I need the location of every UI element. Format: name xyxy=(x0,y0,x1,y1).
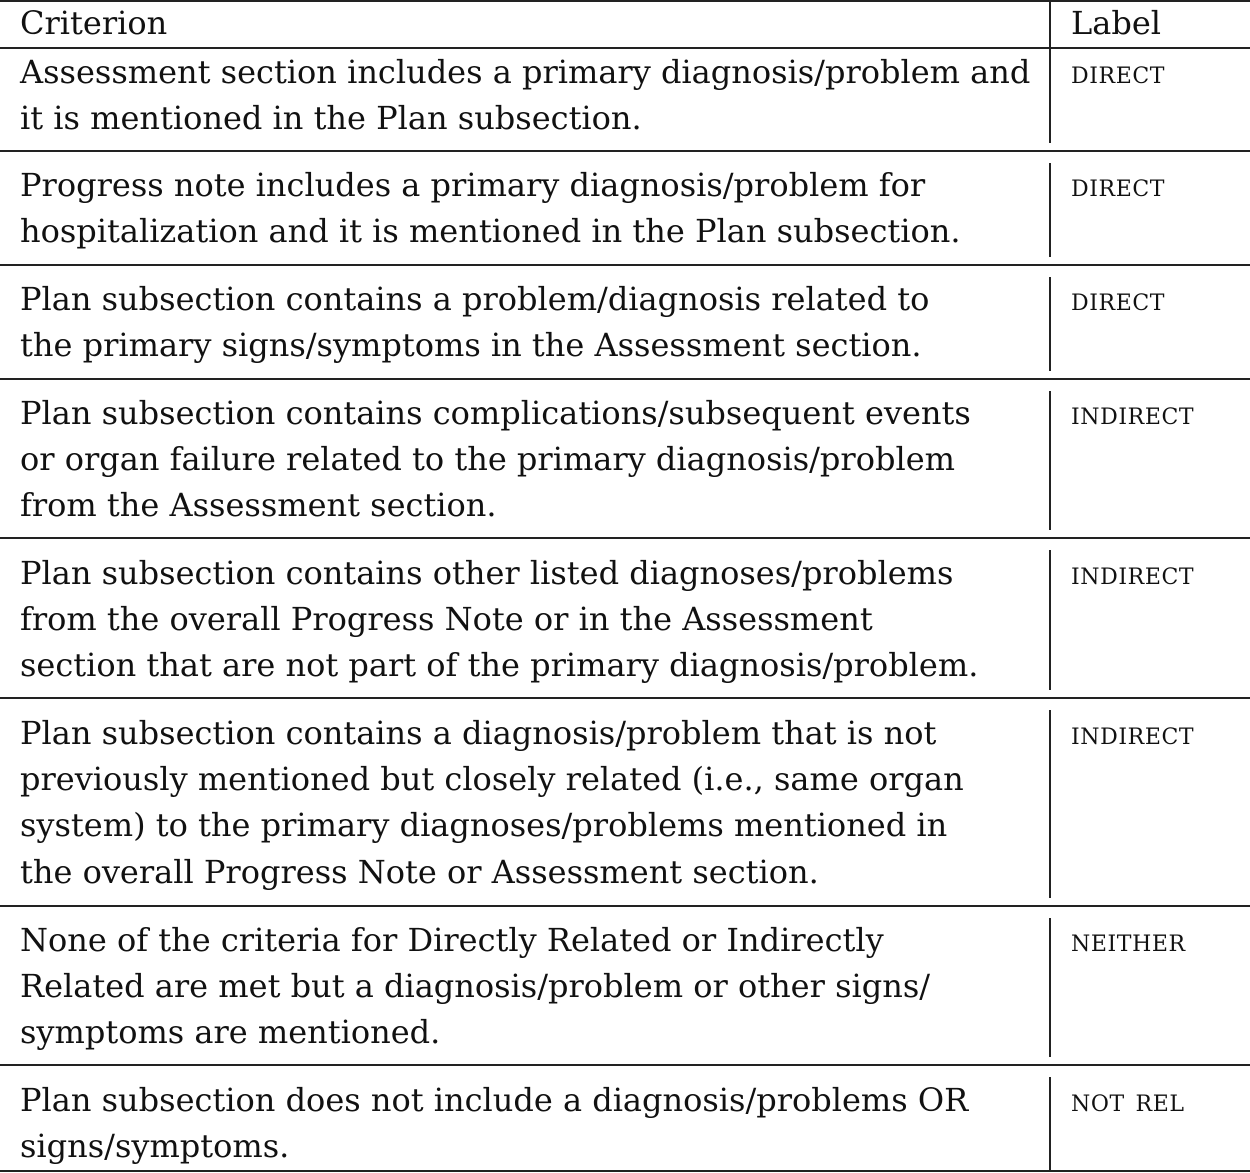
column-divider xyxy=(1049,163,1051,257)
header-label: Label xyxy=(1071,4,1161,42)
column-divider xyxy=(1049,391,1051,530)
table-rule xyxy=(0,905,1250,907)
table-rule xyxy=(0,150,1250,152)
column-divider xyxy=(1049,918,1051,1057)
table-row-label: direct xyxy=(1071,53,1166,91)
table-row-criterion xyxy=(20,710,1035,895)
criterion-line: Related are met but a diagnosis/problem or other signs/ xyxy=(20,967,931,1006)
table-row-criterion xyxy=(20,1077,1035,1169)
table-row-label: neither xyxy=(1071,921,1186,959)
criterion-line: hospitalization and it is mentioned in the Plan subsection. xyxy=(20,212,961,251)
criterion-line: the primary signs/symptoms in the Assessment section. xyxy=(20,326,922,365)
criterion-line: from the Assessment section. xyxy=(20,486,497,525)
criterion-line: system) to the primary diagnoses/problems mentioned in xyxy=(20,806,948,845)
criterion-line: Plan subsection contains a diagnosis/problem that is not xyxy=(20,714,937,752)
column-divider xyxy=(1049,550,1051,690)
criterion-line: Plan subsection contains a problem/diagnosis related to xyxy=(20,280,930,318)
criterion-line: Plan subsection contains other listed diagnoses/problems xyxy=(20,554,954,592)
table-rule xyxy=(0,537,1250,539)
column-divider xyxy=(1049,1077,1051,1171)
criterion-line: Plan subsection does not include a diagnosis/problems OR xyxy=(20,1081,969,1119)
table-rule xyxy=(0,697,1250,699)
table-row-label: direct xyxy=(1071,280,1166,318)
table-rule xyxy=(0,1064,1250,1066)
criterion-line: the overall Progress Note or Assessment section. xyxy=(20,852,819,891)
criterion-line: section that are not part of the primary diagnosis/problem. xyxy=(20,646,979,685)
criterion-line: or organ failure related to the primary diagnosis/problem xyxy=(20,440,955,479)
criterion-line: None of the criteria for Directly Related or Indirectly xyxy=(20,921,884,959)
table-row-criterion xyxy=(20,162,1035,254)
criterion-line: Assessment section includes a primary diagnosis/problem and xyxy=(20,53,1031,91)
table-row-label: indirect xyxy=(1071,554,1195,592)
criterion-line: signs/symptoms. xyxy=(20,1127,290,1166)
table-row-label: not rel xyxy=(1071,1081,1185,1119)
header-criterion: Criterion xyxy=(20,4,168,42)
column-divider xyxy=(1049,277,1051,371)
criterion-line: it is mentioned in the Plan subsection. xyxy=(20,99,642,138)
column-divider xyxy=(1049,0,1051,143)
table-row-criterion xyxy=(20,49,1035,141)
table-row-label: direct xyxy=(1071,166,1166,204)
table-row-label: indirect xyxy=(1071,394,1195,432)
criterion-line: Progress note includes a primary diagnosis/problem for xyxy=(20,166,926,204)
table-row-criterion xyxy=(20,550,1035,689)
table-row-criterion xyxy=(20,917,1035,1056)
table-row-criterion xyxy=(20,390,1035,529)
criterion-line: symptoms are mentioned. xyxy=(20,1013,441,1052)
criterion-line: Plan subsection contains complications/subsequent events xyxy=(20,394,971,432)
table-rule xyxy=(0,264,1250,266)
column-divider xyxy=(1049,710,1051,898)
table-rule xyxy=(0,378,1250,380)
table-rule xyxy=(0,1170,1250,1172)
criterion-line: from the overall Progress Note or in the Assessment xyxy=(20,600,873,639)
table-row-label: indirect xyxy=(1071,714,1195,752)
table-row-criterion xyxy=(20,276,1035,368)
criterion-line: previously mentioned but closely related (i.e., same organ xyxy=(20,760,964,799)
